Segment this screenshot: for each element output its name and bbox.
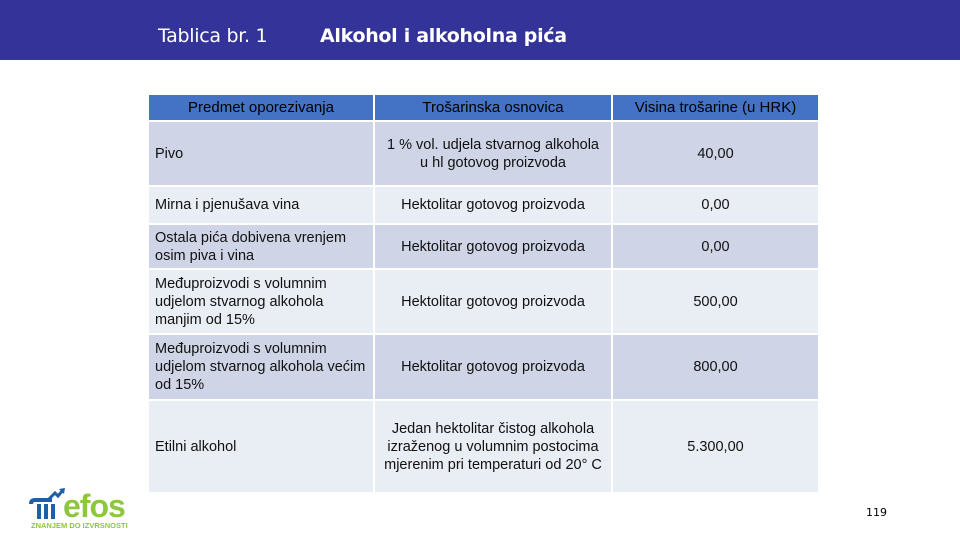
cell-amount: 5.300,00: [613, 401, 818, 492]
table-row: [149, 187, 818, 223]
cell-base: Hektolitar gotovog proizvoda: [375, 225, 611, 268]
cell-amount: 0,00: [613, 225, 818, 268]
bar-chart-arrow-icon: [28, 488, 66, 522]
logo-tagline: ZNANJEM DO IZVRSNOSTI: [31, 521, 128, 530]
table-row: [149, 225, 818, 268]
excise-table: [147, 93, 820, 494]
cell-subject: Ostala pića dobivena vrenjem osim piva i vina: [149, 225, 373, 268]
table-row: [149, 270, 818, 333]
cell-subject: Mirna i pjenušava vina: [149, 187, 373, 223]
slide-title-bar: [0, 0, 960, 60]
cell-amount: 0,00: [613, 187, 818, 223]
cell-amount: 40,00: [613, 122, 818, 185]
cell-subject: Pivo: [149, 122, 373, 185]
table-header-row: [149, 95, 818, 120]
efos-logo: [28, 488, 140, 532]
cell-base: Hektolitar gotovog proizvoda: [375, 335, 611, 399]
logo-wordmark: efos: [63, 488, 125, 524]
cell-base: Hektolitar gotovog proizvoda: [375, 187, 611, 223]
table-number: Tablica br. 1: [158, 25, 268, 47]
column-header-amount: Visina trošarine (u HRK): [613, 95, 818, 120]
table-row: [149, 335, 818, 399]
cell-base: Jedan hektolitar čistog alkohola izraženog u volumnim postocima mjerenim pri temperaturi od 20° C: [375, 401, 611, 492]
slide-title: Alkohol i alkoholna pića: [320, 25, 567, 47]
cell-subject: Etilni alkohol: [149, 401, 373, 492]
column-header-subject: Predmet oporezivanja: [149, 95, 373, 120]
table-row: [149, 401, 818, 492]
cell-amount: 800,00: [613, 335, 818, 399]
page-number: 119: [866, 506, 887, 519]
cell-base: 1 % vol. udjela stvarnog alkohola u hl gotovog proizvoda: [375, 122, 611, 185]
cell-subject: Međuproizvodi s volumnim udjelom stvarnog alkohola manjim od 15%: [149, 270, 373, 333]
table-row: [149, 122, 818, 185]
cell-amount: 500,00: [613, 270, 818, 333]
cell-subject: Međuproizvodi s volumnim udjelom stvarnog alkohola većim od 15%: [149, 335, 373, 399]
cell-base: Hektolitar gotovog proizvoda: [375, 270, 611, 333]
column-header-base: Trošarinska osnovica: [375, 95, 611, 120]
